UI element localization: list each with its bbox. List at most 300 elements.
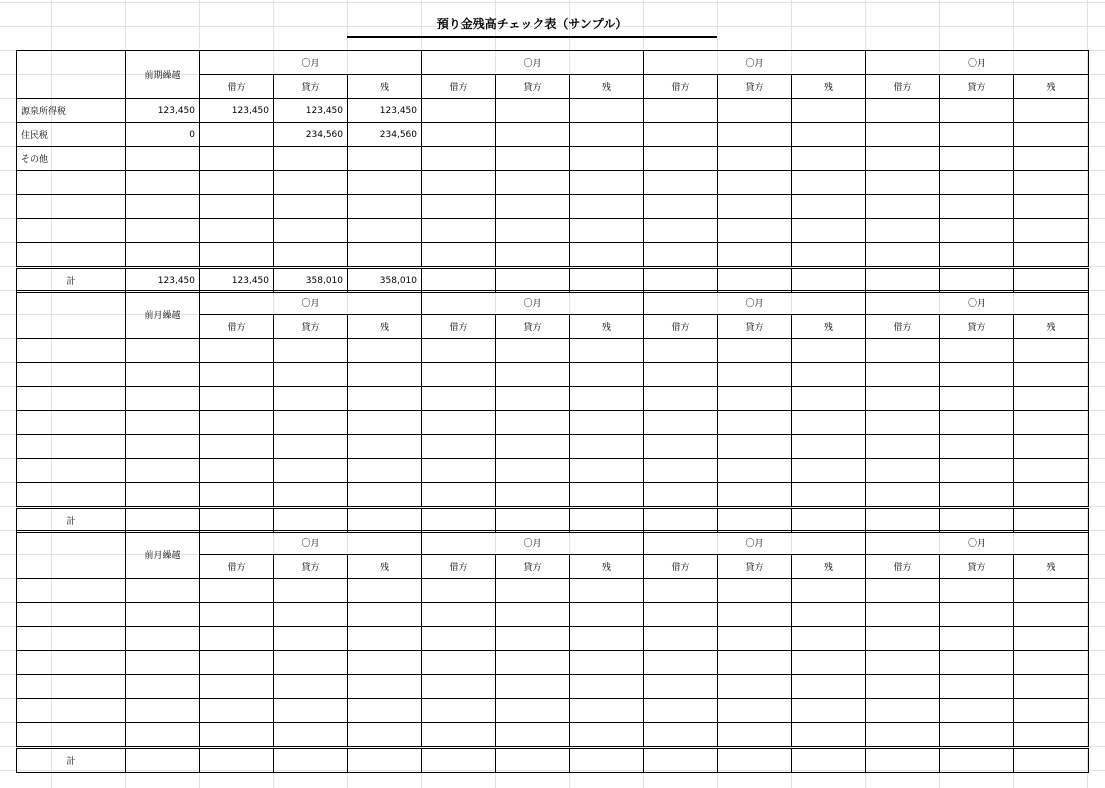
value-cell[interactable] xyxy=(200,627,274,651)
value-cell[interactable] xyxy=(126,483,200,508)
value-cell[interactable] xyxy=(792,651,866,675)
value-cell[interactable] xyxy=(792,435,866,459)
value-cell[interactable] xyxy=(644,243,718,268)
sub-header[interactable]: 残 xyxy=(570,315,644,339)
value-cell[interactable] xyxy=(866,411,940,435)
total-value-cell[interactable] xyxy=(644,748,718,773)
value-cell[interactable] xyxy=(570,387,644,411)
sub-header[interactable]: 借方 xyxy=(866,555,940,579)
value-cell[interactable] xyxy=(644,459,718,483)
value-cell[interactable] xyxy=(1014,363,1089,387)
value-cell[interactable] xyxy=(274,171,348,195)
value-cell[interactable] xyxy=(200,435,274,459)
row-label-cell[interactable] xyxy=(17,603,126,627)
value-cell[interactable] xyxy=(274,675,348,699)
month-header[interactable]: 〇月 xyxy=(644,51,866,75)
value-cell[interactable] xyxy=(126,363,200,387)
value-cell[interactable] xyxy=(718,243,792,268)
month-header[interactable]: 〇月 xyxy=(200,531,422,555)
value-cell[interactable] xyxy=(792,627,866,651)
value-cell[interactable] xyxy=(496,387,570,411)
total-value-cell[interactable] xyxy=(570,268,644,293)
value-cell[interactable] xyxy=(570,147,644,171)
value-cell[interactable] xyxy=(200,195,274,219)
sub-header[interactable]: 借方 xyxy=(200,315,274,339)
value-cell[interactable] xyxy=(348,675,422,699)
total-value-cell[interactable]: 123,450 xyxy=(200,268,274,293)
value-cell[interactable] xyxy=(940,411,1014,435)
total-value-cell[interactable] xyxy=(718,748,792,773)
value-cell[interactable] xyxy=(866,147,940,171)
value-cell[interactable] xyxy=(644,123,718,147)
value-cell[interactable] xyxy=(792,387,866,411)
value-cell[interactable] xyxy=(940,435,1014,459)
value-cell[interactable] xyxy=(866,339,940,363)
value-cell[interactable] xyxy=(422,435,496,459)
value-cell[interactable] xyxy=(718,411,792,435)
month-header[interactable]: 〇月 xyxy=(200,291,422,315)
value-cell[interactable] xyxy=(570,219,644,243)
sub-header[interactable]: 貸方 xyxy=(496,555,570,579)
value-cell[interactable] xyxy=(496,603,570,627)
value-cell[interactable] xyxy=(644,723,718,748)
sub-header[interactable]: 貸方 xyxy=(274,315,348,339)
value-cell[interactable] xyxy=(126,243,200,268)
value-cell[interactable] xyxy=(1014,99,1089,123)
row-label-cell[interactable] xyxy=(17,483,126,508)
value-cell[interactable] xyxy=(1014,195,1089,219)
value-cell[interactable] xyxy=(718,699,792,723)
value-cell[interactable]: 234,560 xyxy=(348,123,422,147)
value-cell[interactable] xyxy=(348,363,422,387)
value-cell[interactable] xyxy=(570,171,644,195)
value-cell[interactable] xyxy=(348,147,422,171)
value-cell[interactable] xyxy=(1014,339,1089,363)
value-cell[interactable] xyxy=(1014,243,1089,268)
value-cell[interactable] xyxy=(274,219,348,243)
value-cell[interactable] xyxy=(1014,723,1089,748)
sub-header[interactable]: 借方 xyxy=(866,315,940,339)
value-cell[interactable] xyxy=(644,579,718,603)
value-cell[interactable] xyxy=(792,579,866,603)
value-cell[interactable] xyxy=(422,195,496,219)
total-label-cell[interactable]: 計 xyxy=(17,748,126,773)
value-cell[interactable] xyxy=(1014,171,1089,195)
month-header[interactable]: 〇月 xyxy=(866,51,1089,75)
value-cell[interactable] xyxy=(1014,219,1089,243)
sub-header[interactable]: 貸方 xyxy=(496,75,570,99)
value-cell[interactable] xyxy=(940,483,1014,508)
value-cell[interactable] xyxy=(422,603,496,627)
sub-header[interactable]: 貸方 xyxy=(940,315,1014,339)
value-cell[interactable] xyxy=(422,411,496,435)
total-value-cell[interactable] xyxy=(570,748,644,773)
value-cell[interactable] xyxy=(126,147,200,171)
value-cell[interactable] xyxy=(570,603,644,627)
value-cell[interactable] xyxy=(274,339,348,363)
total-value-cell[interactable]: 358,010 xyxy=(274,268,348,293)
sub-header[interactable]: 残 xyxy=(348,555,422,579)
value-cell[interactable] xyxy=(718,387,792,411)
value-cell[interactable] xyxy=(940,723,1014,748)
row-label-cell[interactable] xyxy=(17,243,126,268)
value-cell[interactable] xyxy=(126,171,200,195)
value-cell[interactable] xyxy=(126,723,200,748)
value-cell[interactable] xyxy=(422,387,496,411)
value-cell[interactable] xyxy=(348,435,422,459)
month-header[interactable]: 〇月 xyxy=(644,531,866,555)
value-cell[interactable] xyxy=(274,603,348,627)
row-label-cell[interactable] xyxy=(17,363,126,387)
row-label-cell[interactable] xyxy=(17,627,126,651)
total-label-cell[interactable]: 計 xyxy=(17,268,126,293)
value-cell[interactable] xyxy=(866,483,940,508)
month-header[interactable]: 〇月 xyxy=(422,291,644,315)
value-cell[interactable] xyxy=(718,339,792,363)
value-cell[interactable] xyxy=(422,651,496,675)
total-value-cell[interactable] xyxy=(644,268,718,293)
value-cell[interactable] xyxy=(866,651,940,675)
value-cell[interactable] xyxy=(126,195,200,219)
sub-header[interactable]: 貸方 xyxy=(940,75,1014,99)
sub-header[interactable]: 借方 xyxy=(200,555,274,579)
value-cell[interactable] xyxy=(1014,675,1089,699)
value-cell[interactable] xyxy=(422,675,496,699)
value-cell[interactable] xyxy=(940,171,1014,195)
value-cell[interactable] xyxy=(718,651,792,675)
value-cell[interactable] xyxy=(866,243,940,268)
value-cell[interactable] xyxy=(792,219,866,243)
month-header[interactable]: 〇月 xyxy=(644,291,866,315)
value-cell[interactable]: 123,450 xyxy=(274,99,348,123)
total-label-cell[interactable]: 計 xyxy=(17,508,126,533)
total-value-cell[interactable] xyxy=(274,508,348,533)
value-cell[interactable] xyxy=(792,123,866,147)
total-value-cell[interactable] xyxy=(792,508,866,533)
value-cell[interactable] xyxy=(422,171,496,195)
value-cell[interactable] xyxy=(718,99,792,123)
value-cell[interactable] xyxy=(718,579,792,603)
value-cell[interactable] xyxy=(718,195,792,219)
value-cell[interactable] xyxy=(792,723,866,748)
value-cell[interactable] xyxy=(570,675,644,699)
value-cell[interactable] xyxy=(422,483,496,508)
value-cell[interactable] xyxy=(940,243,1014,268)
value-cell[interactable] xyxy=(570,699,644,723)
value-cell[interactable] xyxy=(1014,627,1089,651)
value-cell[interactable] xyxy=(274,627,348,651)
row-label-cell[interactable] xyxy=(17,219,126,243)
sub-header[interactable]: 貸方 xyxy=(274,75,348,99)
value-cell[interactable] xyxy=(866,387,940,411)
value-cell[interactable] xyxy=(126,387,200,411)
value-cell[interactable] xyxy=(570,195,644,219)
total-value-cell[interactable] xyxy=(1014,748,1089,773)
month-header[interactable]: 〇月 xyxy=(422,51,644,75)
corner-cell[interactable] xyxy=(17,531,126,579)
value-cell[interactable] xyxy=(200,411,274,435)
value-cell[interactable] xyxy=(718,675,792,699)
value-cell[interactable] xyxy=(274,723,348,748)
value-cell[interactable] xyxy=(126,699,200,723)
value-cell[interactable] xyxy=(644,339,718,363)
row-label-cell[interactable] xyxy=(17,435,126,459)
total-value-cell[interactable] xyxy=(1014,268,1089,293)
sub-header[interactable]: 借方 xyxy=(422,315,496,339)
row-label-cell[interactable] xyxy=(17,579,126,603)
value-cell[interactable] xyxy=(866,171,940,195)
value-cell[interactable] xyxy=(348,699,422,723)
sub-header[interactable]: 借方 xyxy=(644,75,718,99)
value-cell[interactable] xyxy=(718,123,792,147)
value-cell[interactable] xyxy=(274,699,348,723)
value-cell[interactable] xyxy=(940,123,1014,147)
value-cell[interactable] xyxy=(940,387,1014,411)
total-value-cell[interactable] xyxy=(792,748,866,773)
value-cell[interactable] xyxy=(200,459,274,483)
value-cell[interactable] xyxy=(496,411,570,435)
value-cell[interactable] xyxy=(1014,123,1089,147)
value-cell[interactable] xyxy=(792,699,866,723)
total-value-cell[interactable] xyxy=(274,748,348,773)
value-cell[interactable] xyxy=(570,99,644,123)
value-cell[interactable] xyxy=(496,195,570,219)
sub-header[interactable]: 借方 xyxy=(422,555,496,579)
value-cell[interactable] xyxy=(200,123,274,147)
value-cell[interactable] xyxy=(644,435,718,459)
value-cell[interactable] xyxy=(200,651,274,675)
total-value-cell[interactable] xyxy=(792,268,866,293)
value-cell[interactable] xyxy=(1014,435,1089,459)
value-cell[interactable] xyxy=(644,195,718,219)
value-cell[interactable] xyxy=(644,699,718,723)
value-cell[interactable] xyxy=(940,363,1014,387)
value-cell[interactable] xyxy=(866,627,940,651)
value-cell[interactable] xyxy=(718,171,792,195)
value-cell[interactable] xyxy=(792,459,866,483)
value-cell[interactable] xyxy=(570,243,644,268)
value-cell[interactable] xyxy=(496,339,570,363)
row-label-cell[interactable] xyxy=(17,699,126,723)
value-cell[interactable]: 123,450 xyxy=(126,99,200,123)
value-cell[interactable] xyxy=(274,387,348,411)
value-cell[interactable] xyxy=(570,723,644,748)
sub-header[interactable]: 残 xyxy=(792,315,866,339)
value-cell[interactable] xyxy=(348,387,422,411)
value-cell[interactable] xyxy=(496,483,570,508)
total-value-cell[interactable] xyxy=(200,748,274,773)
value-cell[interactable] xyxy=(718,219,792,243)
sub-header[interactable]: 残 xyxy=(570,555,644,579)
value-cell[interactable] xyxy=(126,435,200,459)
value-cell[interactable] xyxy=(348,171,422,195)
value-cell[interactable] xyxy=(866,603,940,627)
value-cell[interactable] xyxy=(570,411,644,435)
carry-over-header[interactable]: 前期繰越 xyxy=(126,51,200,99)
month-header[interactable]: 〇月 xyxy=(866,531,1089,555)
value-cell[interactable] xyxy=(718,603,792,627)
row-label-cell[interactable] xyxy=(17,411,126,435)
total-value-cell[interactable] xyxy=(422,748,496,773)
value-cell[interactable] xyxy=(1014,579,1089,603)
value-cell[interactable] xyxy=(496,459,570,483)
value-cell[interactable] xyxy=(940,195,1014,219)
sub-header[interactable]: 借方 xyxy=(866,75,940,99)
value-cell[interactable] xyxy=(496,699,570,723)
value-cell[interactable]: 0 xyxy=(126,123,200,147)
value-cell[interactable] xyxy=(792,171,866,195)
value-cell[interactable] xyxy=(496,675,570,699)
value-cell[interactable] xyxy=(792,243,866,268)
value-cell[interactable] xyxy=(126,603,200,627)
value-cell[interactable] xyxy=(940,459,1014,483)
total-value-cell[interactable] xyxy=(1014,508,1089,533)
value-cell[interactable] xyxy=(1014,651,1089,675)
value-cell[interactable] xyxy=(274,411,348,435)
value-cell[interactable] xyxy=(940,99,1014,123)
value-cell[interactable] xyxy=(570,435,644,459)
value-cell[interactable] xyxy=(866,363,940,387)
row-label-cell[interactable] xyxy=(17,459,126,483)
total-value-cell[interactable]: 358,010 xyxy=(348,268,422,293)
value-cell[interactable]: 123,450 xyxy=(348,99,422,123)
value-cell[interactable] xyxy=(496,243,570,268)
total-value-cell[interactable] xyxy=(866,268,940,293)
value-cell[interactable] xyxy=(200,147,274,171)
value-cell[interactable] xyxy=(570,579,644,603)
value-cell[interactable] xyxy=(1014,483,1089,508)
value-cell[interactable] xyxy=(348,603,422,627)
value-cell[interactable] xyxy=(200,219,274,243)
sheet-title[interactable]: 預り金残高チェック表（サンプル） xyxy=(347,10,717,38)
value-cell[interactable] xyxy=(718,723,792,748)
value-cell[interactable] xyxy=(792,99,866,123)
value-cell[interactable] xyxy=(496,219,570,243)
value-cell[interactable] xyxy=(422,627,496,651)
value-cell[interactable] xyxy=(126,627,200,651)
sub-header[interactable]: 残 xyxy=(348,75,422,99)
value-cell[interactable] xyxy=(792,147,866,171)
value-cell[interactable] xyxy=(200,723,274,748)
value-cell[interactable] xyxy=(348,243,422,268)
sub-header[interactable]: 貸方 xyxy=(718,315,792,339)
sub-header[interactable]: 残 xyxy=(792,555,866,579)
value-cell[interactable] xyxy=(200,675,274,699)
value-cell[interactable] xyxy=(348,195,422,219)
sub-header[interactable]: 残 xyxy=(1014,75,1089,99)
total-value-cell[interactable] xyxy=(422,268,496,293)
value-cell[interactable] xyxy=(200,579,274,603)
value-cell[interactable] xyxy=(348,219,422,243)
value-cell[interactable] xyxy=(644,675,718,699)
total-value-cell[interactable] xyxy=(496,508,570,533)
total-value-cell[interactable] xyxy=(570,508,644,533)
value-cell[interactable] xyxy=(718,459,792,483)
row-label-cell[interactable] xyxy=(17,387,126,411)
value-cell[interactable] xyxy=(644,603,718,627)
value-cell[interactable] xyxy=(792,675,866,699)
corner-cell[interactable] xyxy=(17,291,126,339)
value-cell[interactable] xyxy=(422,363,496,387)
value-cell[interactable] xyxy=(274,483,348,508)
value-cell[interactable] xyxy=(274,363,348,387)
value-cell[interactable] xyxy=(348,579,422,603)
row-label-cell[interactable] xyxy=(17,171,126,195)
value-cell[interactable] xyxy=(348,339,422,363)
value-cell[interactable] xyxy=(792,411,866,435)
value-cell[interactable] xyxy=(570,459,644,483)
value-cell[interactable] xyxy=(274,195,348,219)
value-cell[interactable] xyxy=(792,363,866,387)
value-cell[interactable] xyxy=(866,459,940,483)
value-cell[interactable] xyxy=(348,627,422,651)
value-cell[interactable] xyxy=(422,339,496,363)
value-cell[interactable] xyxy=(866,699,940,723)
value-cell[interactable] xyxy=(274,147,348,171)
total-value-cell[interactable]: 123,450 xyxy=(126,268,200,293)
sub-header[interactable]: 貸方 xyxy=(274,555,348,579)
value-cell[interactable]: 234,560 xyxy=(274,123,348,147)
value-cell[interactable] xyxy=(200,483,274,508)
row-label-cell[interactable]: その他 xyxy=(17,147,126,171)
value-cell[interactable] xyxy=(422,699,496,723)
row-label-cell[interactable] xyxy=(17,339,126,363)
sub-header[interactable]: 借方 xyxy=(422,75,496,99)
value-cell[interactable] xyxy=(496,363,570,387)
value-cell[interactable] xyxy=(200,171,274,195)
value-cell[interactable] xyxy=(274,579,348,603)
value-cell[interactable] xyxy=(940,651,1014,675)
sub-header[interactable]: 残 xyxy=(570,75,644,99)
value-cell[interactable] xyxy=(126,219,200,243)
value-cell[interactable] xyxy=(496,171,570,195)
sub-header[interactable]: 残 xyxy=(1014,555,1089,579)
value-cell[interactable] xyxy=(422,147,496,171)
value-cell[interactable] xyxy=(866,675,940,699)
value-cell[interactable] xyxy=(422,123,496,147)
sub-header[interactable]: 借方 xyxy=(644,315,718,339)
value-cell[interactable] xyxy=(126,459,200,483)
sub-header[interactable]: 借方 xyxy=(200,75,274,99)
value-cell[interactable] xyxy=(644,627,718,651)
value-cell[interactable] xyxy=(1014,147,1089,171)
value-cell[interactable] xyxy=(644,651,718,675)
value-cell[interactable] xyxy=(348,723,422,748)
value-cell[interactable] xyxy=(274,459,348,483)
value-cell[interactable] xyxy=(496,627,570,651)
total-value-cell[interactable] xyxy=(200,508,274,533)
value-cell[interactable] xyxy=(200,387,274,411)
value-cell[interactable] xyxy=(866,435,940,459)
value-cell[interactable] xyxy=(940,219,1014,243)
total-value-cell[interactable] xyxy=(940,508,1014,533)
value-cell[interactable] xyxy=(200,243,274,268)
total-value-cell[interactable] xyxy=(126,508,200,533)
value-cell[interactable] xyxy=(644,387,718,411)
value-cell[interactable] xyxy=(866,123,940,147)
value-cell[interactable]: 123,450 xyxy=(200,99,274,123)
value-cell[interactable] xyxy=(570,363,644,387)
value-cell[interactable] xyxy=(940,675,1014,699)
value-cell[interactable] xyxy=(496,147,570,171)
value-cell[interactable] xyxy=(274,243,348,268)
value-cell[interactable] xyxy=(866,219,940,243)
value-cell[interactable] xyxy=(644,483,718,508)
value-cell[interactable] xyxy=(126,579,200,603)
value-cell[interactable] xyxy=(644,411,718,435)
value-cell[interactable] xyxy=(200,603,274,627)
value-cell[interactable] xyxy=(866,195,940,219)
